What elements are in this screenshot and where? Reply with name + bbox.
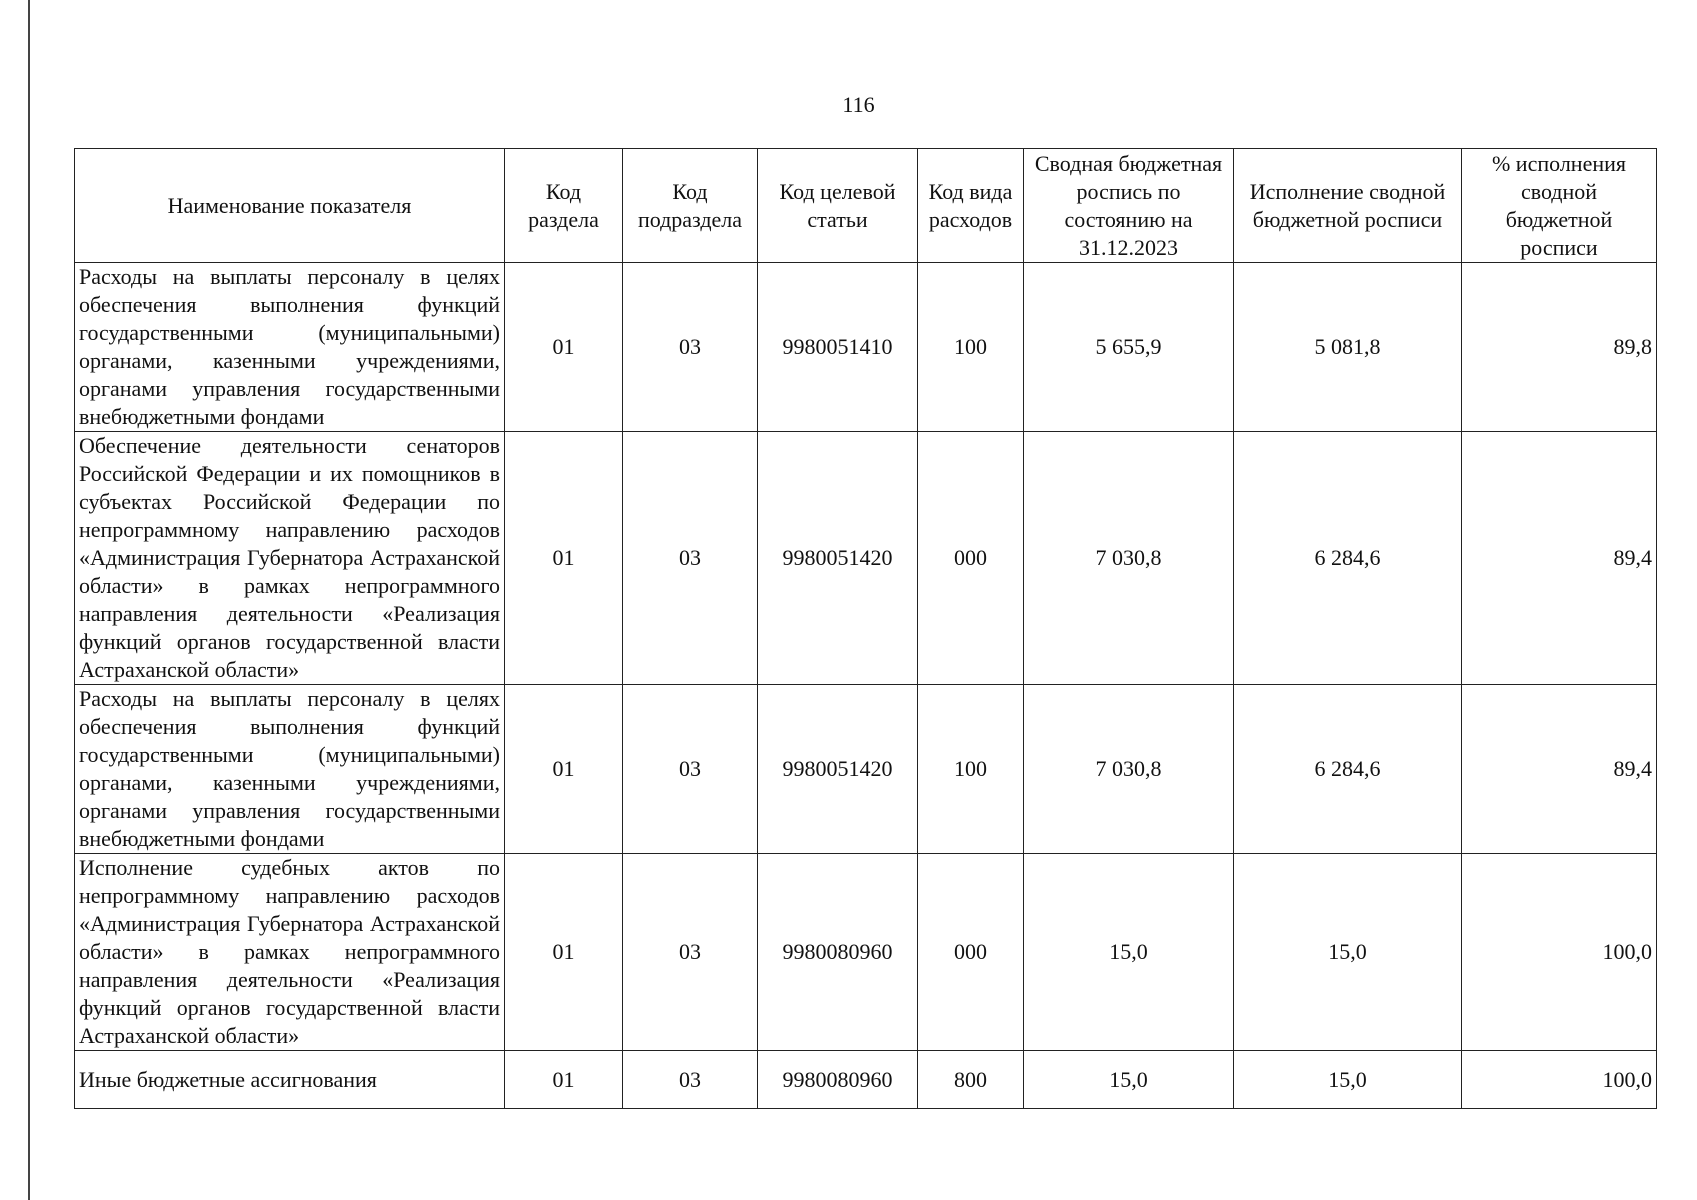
row-target: 9980051410 (758, 263, 918, 432)
row-target: 9980080960 (758, 1051, 918, 1109)
row-budget: 5 655,9 (1024, 263, 1234, 432)
table-row (75, 854, 1657, 1051)
row-section: 01 (505, 685, 623, 854)
header-target-code: Код целевой статьи (758, 149, 918, 263)
row-subsection: 03 (623, 432, 758, 685)
header-subsection-code: Код подраздела (623, 149, 758, 263)
row-section: 01 (505, 432, 623, 685)
header-name: Наименование показателя (75, 149, 505, 263)
table-row (75, 263, 1657, 432)
row-name: Расходы на выплаты персоналу в целях обеспечения выполнения функций государственными (муниципальными) органами, казенными учреждениями, органами управления государственными внебюджетными фондами (75, 685, 505, 854)
row-expense-type: 100 (918, 263, 1024, 432)
row-subsection: 03 (623, 263, 758, 432)
header-execution-percent: % исполнения сводной бюджетной росписи (1462, 149, 1657, 263)
header-budget-list: Сводная бюджетная роспись по состоянию на 31.12.2023 (1024, 149, 1234, 263)
row-percent: 89,4 (1462, 432, 1657, 685)
row-name: Расходы на выплаты персоналу в целях обеспечения выполнения функций государственными (муниципальными) органами, казенными учреждениями, органами управления государственными внебюджетными фондами (75, 263, 505, 432)
header-execution: Исполнение сводной бюджетной росписи (1234, 149, 1462, 263)
row-subsection: 03 (623, 854, 758, 1051)
row-section: 01 (505, 263, 623, 432)
row-name: Иные бюджетные ассигнования (75, 1051, 505, 1109)
page-number: 116 (842, 92, 875, 117)
row-target: 9980051420 (758, 432, 918, 685)
row-target: 9980051420 (758, 685, 918, 854)
row-expense-type: 100 (918, 685, 1024, 854)
row-subsection: 03 (623, 1051, 758, 1109)
table-row (75, 1051, 1657, 1109)
budget-execution-table (74, 148, 1657, 1109)
row-expense-type: 000 (918, 854, 1024, 1051)
table-row (75, 432, 1657, 685)
row-subsection: 03 (623, 685, 758, 854)
binding-margin-line (28, 0, 30, 1200)
row-percent: 100,0 (1462, 1051, 1657, 1109)
row-name: Исполнение судебных актов по непрограммному направлению расходов «Администрация Губернатора Астраханской области» в рамках непрограммного направления деятельности «Реализация функций органов государственной власти Астраханской области» (75, 854, 505, 1051)
row-percent: 89,4 (1462, 685, 1657, 854)
row-execution: 5 081,8 (1234, 263, 1462, 432)
row-budget: 7 030,8 (1024, 432, 1234, 685)
row-execution: 15,0 (1234, 854, 1462, 1051)
row-percent: 89,8 (1462, 263, 1657, 432)
row-budget: 15,0 (1024, 854, 1234, 1051)
table-header-row (75, 149, 1657, 263)
row-expense-type: 000 (918, 432, 1024, 685)
table-row (75, 685, 1657, 854)
row-execution: 6 284,6 (1234, 432, 1462, 685)
row-budget: 7 030,8 (1024, 685, 1234, 854)
row-execution: 15,0 (1234, 1051, 1462, 1109)
row-target: 9980080960 (758, 854, 918, 1051)
row-execution: 6 284,6 (1234, 685, 1462, 854)
row-section: 01 (505, 854, 623, 1051)
row-percent: 100,0 (1462, 854, 1657, 1051)
header-section-code: Код раздела (505, 149, 623, 263)
row-expense-type: 800 (918, 1051, 1024, 1109)
row-name: Обеспечение деятельности сенаторов Российской Федерации и их помощников в субъектах Российской Федерации по непрограммному направлению расходов «Администрация Губернатора Астраханской области» в рамках непрограммного направления деятельности «Реализация функций органов государственной власти Астраханской области» (75, 432, 505, 685)
header-expense-type-code: Код вида расходов (918, 149, 1024, 263)
row-section: 01 (505, 1051, 623, 1109)
row-budget: 15,0 (1024, 1051, 1234, 1109)
